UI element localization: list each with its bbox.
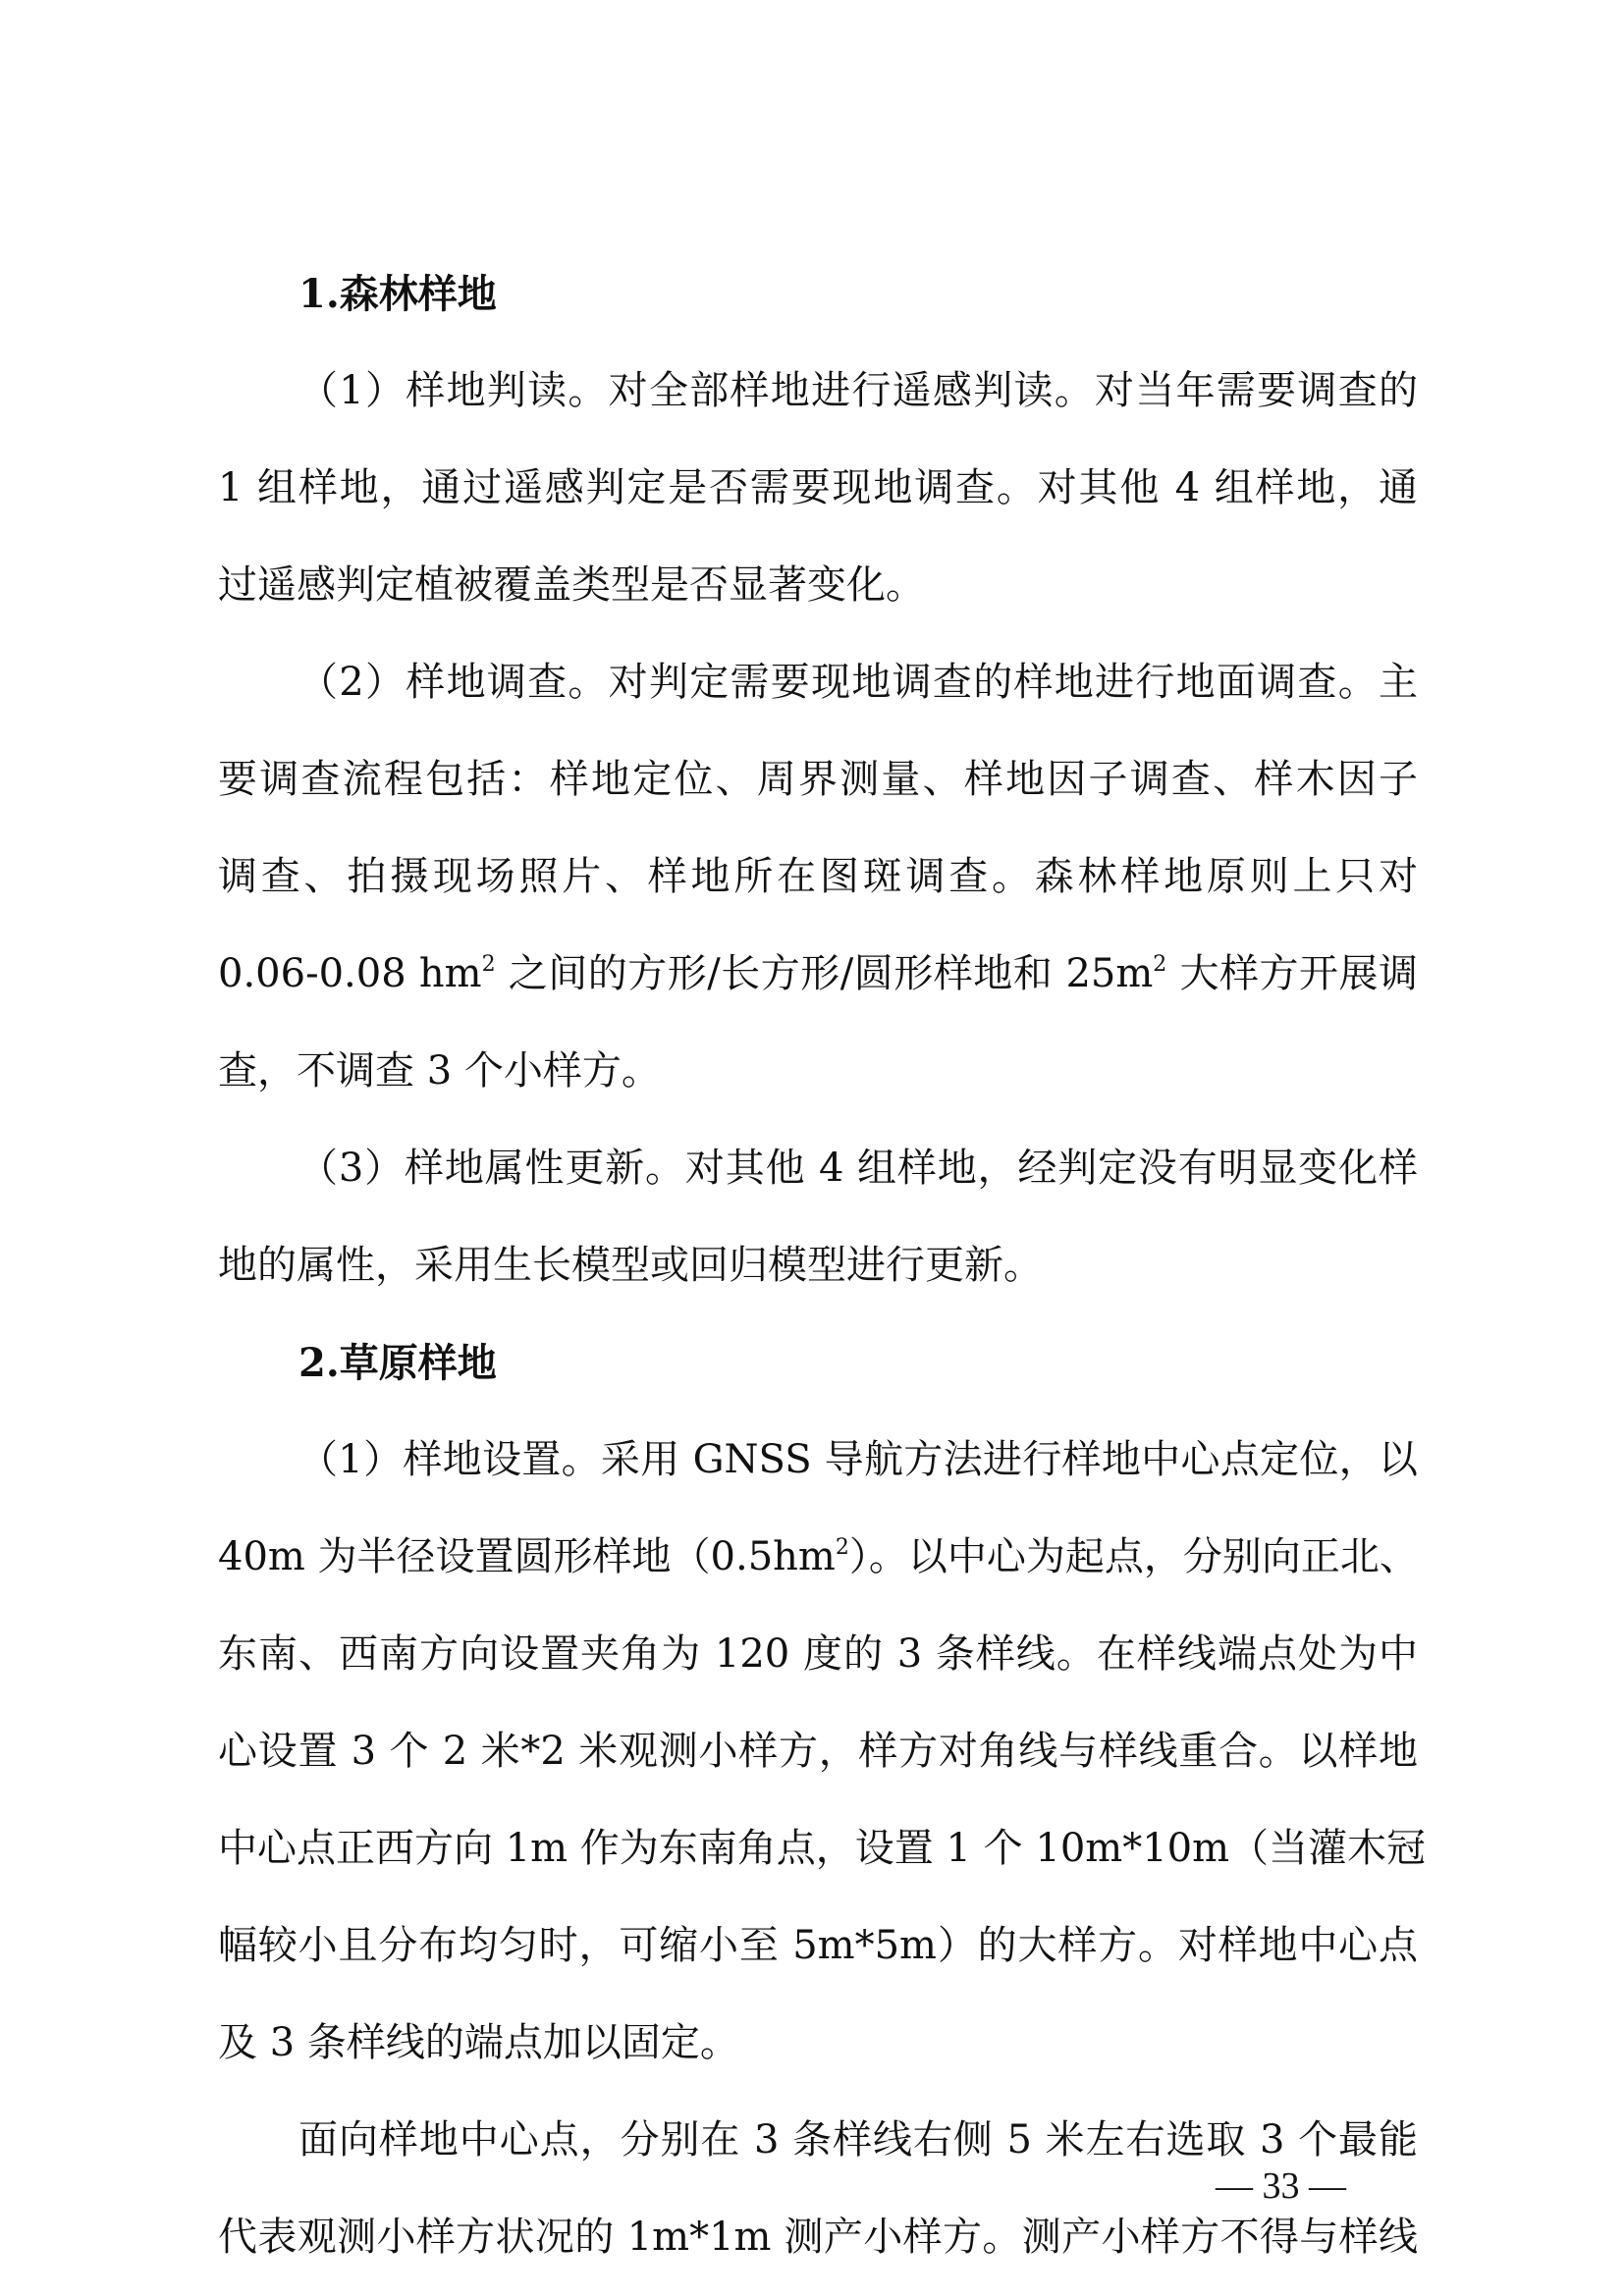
text-line: （1）样地设置。采用 GNSS 导航方法进行样地中心点定位，以 — [298, 1437, 1418, 1482]
text-line — [218, 926, 1418, 1023]
text-line — [218, 1509, 1418, 1606]
page-number: — 33 — — [1216, 2165, 1346, 2207]
text-line: 心设置 3 个 2 米*2 米观测小样方，样方对角线与样线重合。以样地 — [218, 1729, 1418, 1774]
text-fragment: 大样方开展调 — [1166, 951, 1419, 996]
text-line: 代表观测小样方状况的 1m*1m 测产小样方。测产小样方不得与样线 — [218, 2215, 1418, 2260]
paragraph-plot-interpretation — [218, 343, 1418, 634]
text-fragment: ）。以中心为起点，分别向正北、 — [848, 1534, 1419, 1579]
text-line: 面向样地中心点，分别在 3 条样线右侧 5 米左右选取 3 个最能 — [298, 2117, 1418, 2163]
text-line: 调查、拍摄现场照片、样地所在图斑调查。森林样地原则上只对 — [218, 854, 1418, 899]
text-line: 及 3 条样线的端点加以固定。 — [218, 2020, 739, 2065]
text-line: 东南、西南方向设置夹角为 120 度的 3 条样线。在样线端点处为中 — [218, 1631, 1418, 1677]
superscript: 2 — [835, 1535, 849, 1560]
text-line: 中心点正西方向 1m 作为东南角点，设置 1 个 10m*10m（当灌木冠 — [218, 1826, 1427, 1871]
text-fragment: 之间的方形/长方形/圆形样地和 25m — [495, 951, 1154, 996]
section-heading-forest: 1.森林样地 — [298, 271, 497, 317]
text-line: （3）样地属性更新。对其他 4 组样地，经判定没有明显变化样 — [298, 1146, 1418, 1191]
superscript: 2 — [481, 952, 496, 977]
text-line: 查，不调查 3 个小样方。 — [218, 1048, 661, 1094]
paragraph-plot-setup — [218, 1412, 1427, 2092]
text-line: 幅较小且分布均匀时，可缩小至 5m*5m）的大样方。对样地中心点 — [218, 1923, 1418, 1968]
text-fragment: 0.06-0.08 hm — [218, 951, 482, 996]
text-line: 地的属性，采用生长模型或回归模型进行更新。 — [218, 1243, 1043, 1288]
section-heading-grassland: 2.草原样地 — [298, 1340, 497, 1386]
paragraph-plot-survey — [218, 634, 1418, 1120]
text-line: （1）样地判读。对全部样地进行遥感判读。对当年需要调查的 — [298, 368, 1418, 413]
text-fragment: 40m 为半径设置圆形样地（0.5hm — [218, 1534, 836, 1579]
text-line: 1 组样地，通过遥感判定是否需要现地调查。对其他 4 组样地，通 — [218, 465, 1418, 510]
text-line: 要调查流程包括：样地定位、周界测量、样地因子调查、样木因子 — [218, 757, 1418, 802]
text-line: （2）样地调查。对判定需要现地调查的样地进行地面调查。主 — [298, 660, 1418, 705]
text-line: 过遥感判定植被覆盖类型是否显著变化。 — [218, 562, 925, 608]
superscript: 2 — [1153, 952, 1167, 977]
document-page — [218, 245, 1427, 2286]
paragraph-attribute-update — [218, 1120, 1418, 1314]
